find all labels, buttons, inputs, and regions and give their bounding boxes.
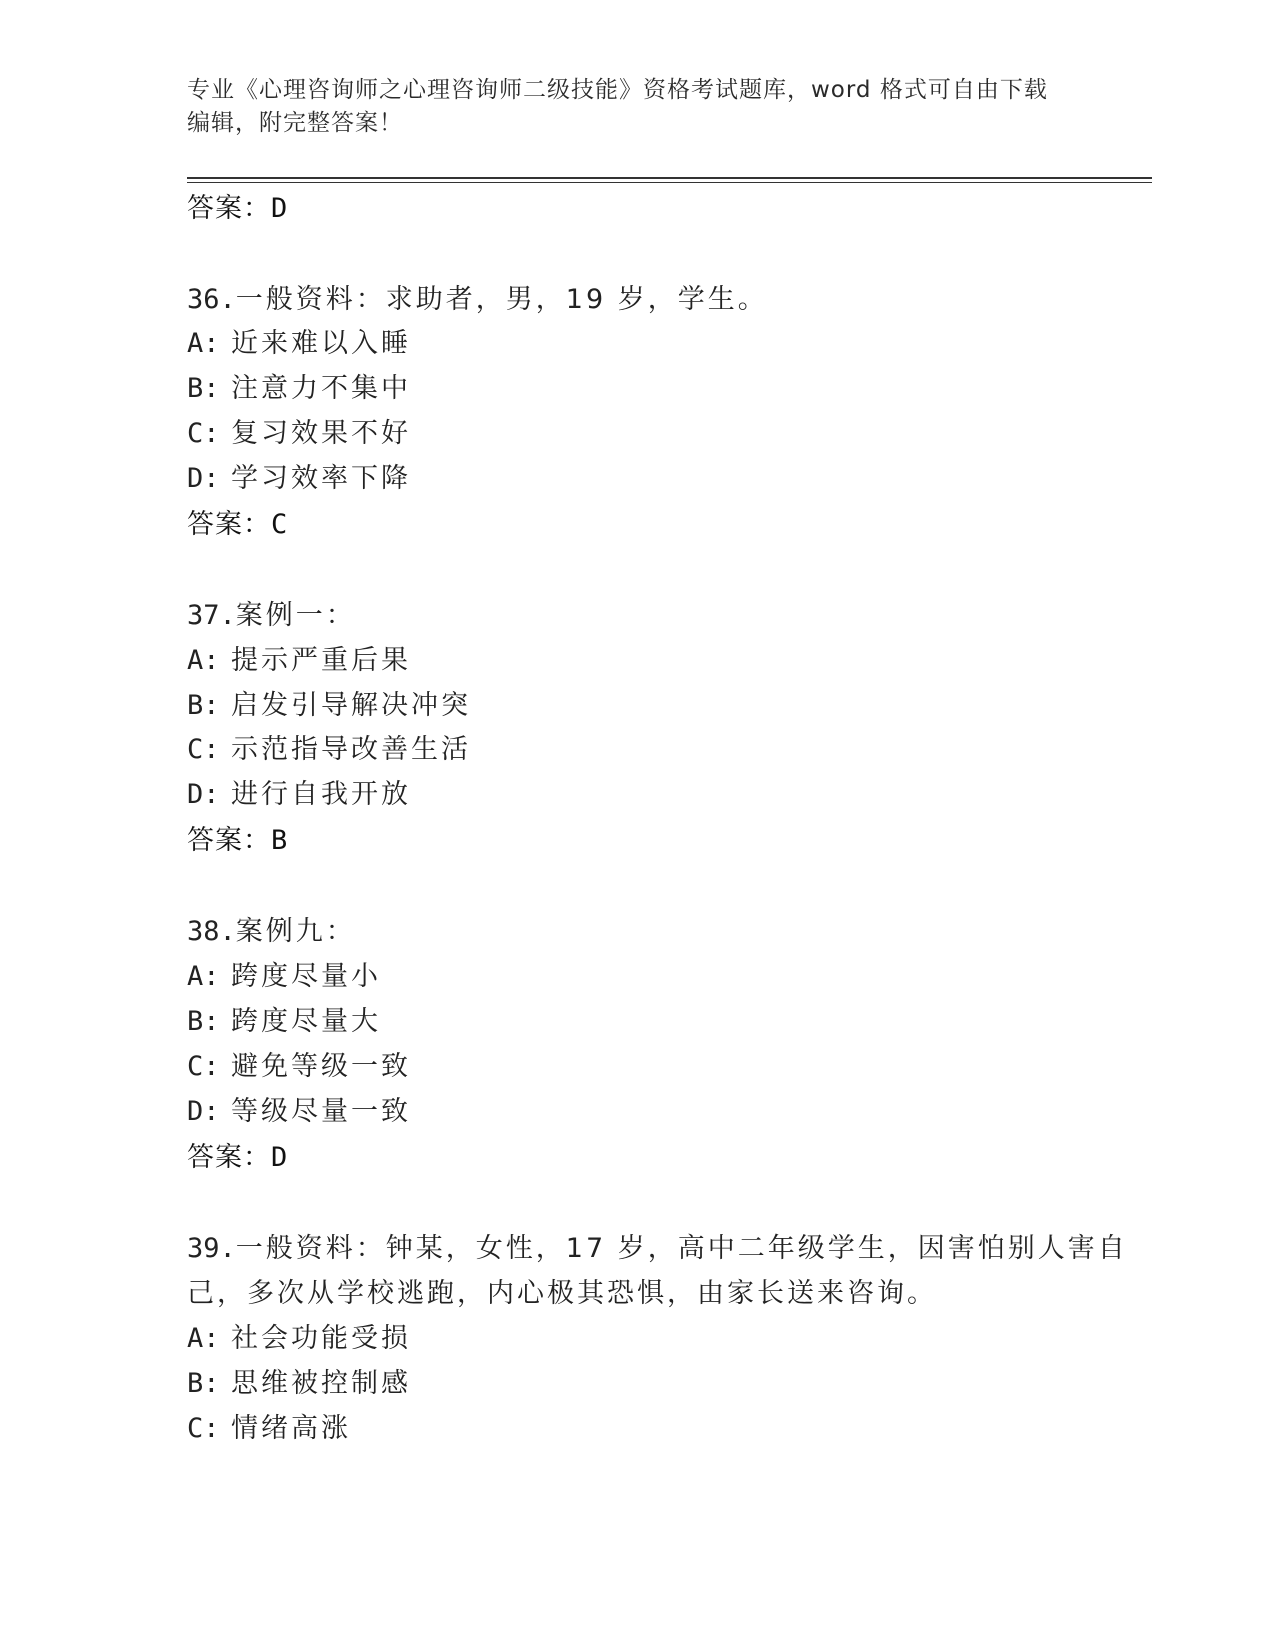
option-d	[187, 777, 411, 813]
question-stem	[187, 1231, 1128, 1267]
answer-line	[187, 191, 287, 227]
option-letter: C:	[187, 1413, 220, 1444]
header-rule-thick	[187, 177, 1152, 179]
option-letter: C:	[187, 1051, 220, 1082]
option-d	[187, 461, 411, 497]
option-text: 情绪高涨	[231, 1413, 351, 1444]
question-number: 39.	[187, 1233, 236, 1264]
option-text: 社会功能受损	[231, 1323, 411, 1354]
option-letter: A:	[187, 961, 220, 992]
document-header	[187, 74, 1087, 140]
option-letter: D:	[187, 779, 220, 810]
question-stem-continued: 己，多次从学校逃跑，内心极其恐惧，由家长送来咨询。	[187, 1278, 937, 1309]
option-c	[187, 1049, 411, 1085]
answer-value: D	[271, 193, 288, 224]
question-stem	[187, 282, 768, 318]
question-number: 37.	[187, 600, 236, 631]
option-a	[187, 326, 411, 362]
option-text: 思维被控制感	[231, 1368, 411, 1399]
option-letter: C:	[187, 418, 220, 449]
header-line-1: 专业《心理咨询师之心理咨询师二级技能》资格考试题库，word 格式可自由下载	[187, 77, 1048, 103]
option-letter: B:	[187, 690, 220, 721]
answer-label: 答案：	[187, 509, 271, 540]
option-text: 跨度尽量大	[231, 1006, 381, 1037]
header-rule-thin	[187, 182, 1152, 183]
option-letter: C:	[187, 734, 220, 765]
question-text: 案例九：	[235, 916, 356, 947]
option-text: 示范指导改善生活	[231, 734, 471, 765]
answer-label: 答案：	[187, 193, 271, 224]
option-letter: A:	[187, 1323, 220, 1354]
option-text: 注意力不集中	[231, 373, 411, 404]
option-letter: B:	[187, 1006, 220, 1037]
option-letter: A:	[187, 645, 220, 676]
header-line-2: 编辑，附完整答案！	[187, 110, 403, 136]
question-text: 一般资料：钟某，女性，17 岁，高中二年级学生，因害怕别人害自	[235, 1233, 1128, 1264]
option-text: 近来难以入睡	[231, 328, 411, 359]
option-a	[187, 959, 381, 995]
option-letter: D:	[187, 1096, 220, 1127]
question-stem	[187, 598, 356, 634]
answer-value: D	[271, 1142, 288, 1173]
answer-label: 答案：	[187, 1142, 271, 1173]
answer-label: 答案：	[187, 825, 271, 856]
option-b	[187, 371, 411, 407]
option-text: 启发引导解决冲突	[231, 690, 471, 721]
option-b	[187, 1004, 381, 1040]
option-letter: D:	[187, 463, 220, 494]
answer-value: C	[271, 509, 288, 540]
option-d	[187, 1094, 411, 1130]
option-text: 提示严重后果	[231, 645, 411, 676]
option-b	[187, 1366, 411, 1402]
option-b	[187, 688, 471, 724]
question-text: 一般资料：求助者，男，19 岁，学生。	[235, 284, 768, 315]
option-c	[187, 416, 411, 452]
question-number: 36.	[187, 284, 236, 315]
option-text: 跨度尽量小	[231, 961, 381, 992]
option-letter: B:	[187, 1368, 220, 1399]
option-a	[187, 643, 411, 679]
answer-value: B	[271, 825, 288, 856]
question-number: 38.	[187, 916, 236, 947]
answer-line	[187, 1140, 287, 1176]
option-text: 进行自我开放	[231, 779, 411, 810]
question-stem	[187, 914, 356, 950]
option-text: 避免等级一致	[231, 1051, 411, 1082]
option-text: 等级尽量一致	[231, 1096, 411, 1127]
question-text: 案例一：	[235, 600, 356, 631]
option-c	[187, 1411, 351, 1447]
option-a	[187, 1321, 411, 1357]
option-letter: B:	[187, 373, 220, 404]
option-c	[187, 732, 471, 768]
answer-line	[187, 823, 287, 859]
answer-line	[187, 507, 287, 543]
option-text: 复习效果不好	[231, 418, 411, 449]
option-letter: A:	[187, 328, 220, 359]
option-text: 学习效率下降	[231, 463, 411, 494]
